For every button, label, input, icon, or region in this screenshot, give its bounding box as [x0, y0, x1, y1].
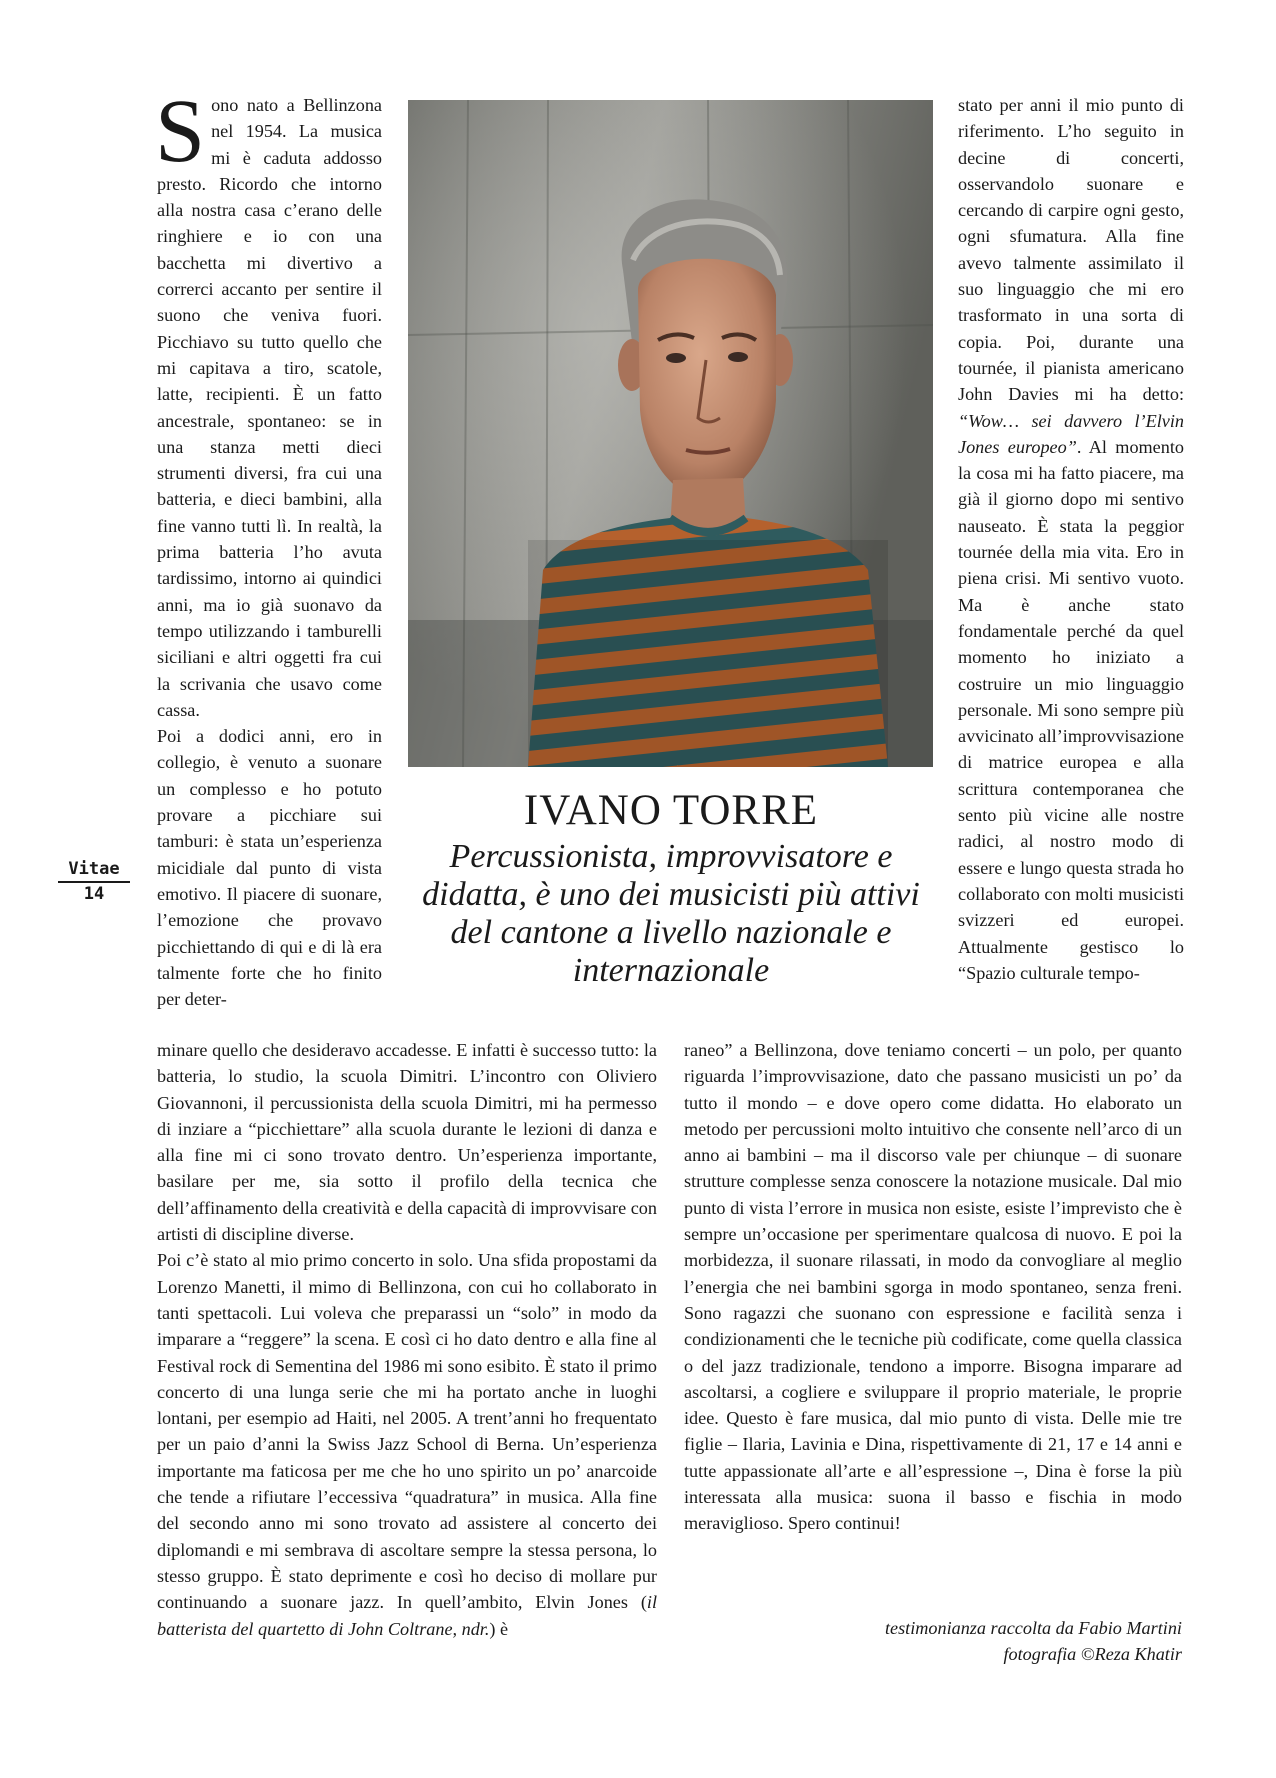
testimony-credit: testimonianza raccolta da Fabio Martini — [884, 1618, 1182, 1638]
article-column-bottom-right — [684, 1037, 1182, 1537]
article-text: ono nato a Bellinzona nel 1954. La musica mi è caduta addosso presto. Ricordo che intorno alla nostra casa c’erano delle ringhiere e io con una bacchetta mi divertivo a correrci accanto per sentire il suono che veniva fuori. Picchiavo su tutto quello che mi capitava a tiro, scatole, latte, recipienti. È un fatto ancestrale, spontaneo: se in una stanza metti dieci strumenti diversi, fra cui una batteria, e dieci bambini, alla fine vanno tutti lì. In realtà, la prima batteria l’ho avuta tardissimo, intorno ai quindici anni, ma io già suonavo da tempo utilizzando i tamburelli siciliani e altri oggetti fra cui la scrivania che usavo come cassa. — [157, 95, 382, 720]
article-paragraph — [958, 92, 1184, 986]
article-text: . Al momento la cosa mi ha fatto piacere, ma già il giorno dopo mi sentivo nauseato. È stata la peggior tournée della mia vita. Ero in piena crisi. Mi sentivo vuoto. Ma è anche stato fondamentale perché da quel momento ho iniziato a costruire un mio linguaggio personale. Mi sono sempre più avvicinato all’improvvisazione di matrice europea e alla scrittura contemporanea che sento più vicine alle nostre radici, al nostro modo di essere e lungo questa strada ho collaborato con molti musicisti svizzeri ed europei. Attualmente gestisco lo “Spazio culturale tempo- — [958, 436, 1184, 983]
article-paragraph — [684, 1037, 1182, 1537]
article-text: Poi a dodici anni, ero in collegio, è venuto a suonare un complesso e ho potuto provare a picchiare sui tamburi: è stata un’esperienza micidiale dal punto di vista emotivo. Il piacere di suonare, l’emozione che provavo picchiettando di qui e di là era talmente forte che ho finito per deter- — [157, 726, 382, 1010]
photo-credit: fotografia ©Reza Khatir — [1003, 1644, 1182, 1664]
article-text: Poi c’è stato al mio primo concerto in solo. Una sfida propostami da Lorenzo Manetti, il mimo di Bellinzona, con cui ho collaborato in tanti spettacoli. Lui voleva che preparassi un “solo” in modo da imparare a “reggere” la scena. E così ci ho dato dentro e alla fine al Festival rock di Sementina del 1986 mi sono esibito. È stato il primo concerto di una lunga serie che mi ha portato anche in luoghi lontani, per esempio ad Haiti, nel 2005. A trent’anni ho frequentato per un paio d’anni la Swiss Jazz School di Berna. Un’esperienza importante ma faticosa per me che ho uno spirito un po’ anarcoide che tende a rifiutare l’eccessiva “quadratura” in musica. Alla fine del secondo anno mi sono trovato ad assistere al concerto dei diplomandi e mi sembrava di ascoltare sempre la stessa persona, lo stesso gruppo. È stato deprimente e così ho deciso di mollare pur continuando a suonare jazz. In quell’ambito, Elvin Jones ( — [157, 1250, 657, 1613]
article-paragraph — [157, 1037, 657, 1247]
article-headline — [404, 786, 938, 990]
article-column-left — [155, 82, 382, 1012]
drop-cap: S — [155, 82, 206, 181]
portrait-illustration — [408, 100, 933, 767]
section-name: Vitae — [58, 858, 130, 883]
article-note: il batterista del quartetto di John Coltrane, ndr. — [157, 1592, 657, 1639]
article-text: raneo” a Bellinzona, dove teniamo concerti – un polo, per quanto riguarda l’improvvisazione, dato che passano musicisti un po’ da tutto il mondo – e dove opero come didatta. Ho elaborato un metodo per percussioni molto intuitivo che consente nell’arco di un anno ai bambini – ma il discorso vale per chiunque – di suonare strutture complesse senza conoscere la notazione musicale. Dal mio punto di vista l’errore in musica non esiste, esiste l’imprevisto che è sempre un’occasione per sperimentare qualcosa di nuovo. E poi la morbidezza, il suonare rilassati, in modo da convogliare al meglio l’energia che nei bambini sgorga in modo spontaneo, senza freni. Sono ragazzi che suonano con espressione e facilità senza i condizionamenti che le tecniche più codificate, come quella classica o del jazz tradizionale, tendono a imporre. Bisogna imparare ad ascoltarsi, a cogliere e sviluppare il proprio materiale, le proprie idee. Questo è fare musica, dal mio punto di vista. Delle mie tre figlie – Ilaria, Lavinia e Dina, rispettivamente di 21, 17 e 14 anni e tutte appassionate all’arte e all’espressione –, Dina è forse la più interessata alla musica: suona il basso e fischia in modo meraviglioso. Spero continui! — [684, 1040, 1182, 1534]
article-text: ) è — [489, 1618, 509, 1639]
article-text: minare quello che desideravo accadesse. E infatti è successo tutto: la batteria, lo studio, la scuola Dimitri. L’incontro con Oliviero Giovannoni, il percussionista della scuola Dimitri, mi ha permesso di inziare a “picchiettare” alla scuola durante le lezioni di danza e alla fine mi ci sono trovato dentro. Un’esperienza importante, basilare per me, sia sotto il profilo della tecnica che dell’affinamento della creatività e della capacità di improvvisare con artisti di discipline diverse. — [157, 1040, 657, 1245]
article-quote: “Wow… sei davvero l’Elvin Jones europeo” — [958, 410, 1184, 457]
article-title: IVANO TORRE — [523, 787, 819, 834]
article-credits — [684, 1615, 1182, 1667]
section-label — [58, 858, 130, 905]
article-subtitle: Percussionista, improvvisatore e didatta, è uno dei musicisti più attivi del cantone a livello nazionale e internazionale — [422, 838, 920, 989]
page-number: 14 — [83, 884, 105, 904]
article-column-bottom-left — [157, 1037, 657, 1642]
article-paragraph — [155, 82, 382, 723]
article-text: stato per anni il mio punto di riferimento. L’ho seguito in decine di concerti, osservandolo suonare e cercando di carpire ogni gesto, ogni sfumatura. Alla fine avevo talmente assimilato il suo linguaggio che mi ero trasformato in una sorta di copia. Poi, durante una tournée, il pianista americano John Davies mi ha detto: — [958, 95, 1184, 405]
article-paragraph — [157, 1247, 657, 1641]
portrait-photo — [408, 100, 933, 767]
article-column-right — [958, 92, 1184, 986]
article-paragraph — [157, 723, 382, 1012]
